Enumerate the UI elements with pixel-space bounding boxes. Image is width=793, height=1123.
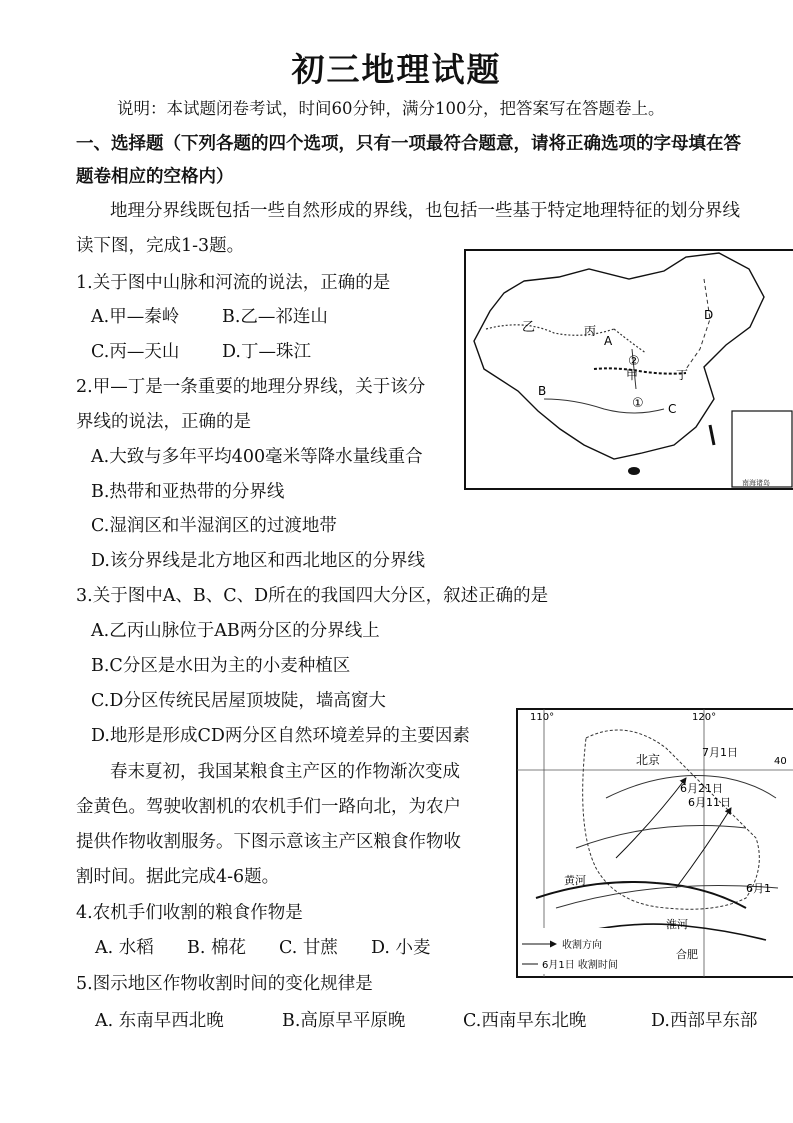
- map-label-bing: 丙: [584, 324, 597, 338]
- map-label-2: ②: [628, 354, 640, 369]
- legend-time-label: 6月1日 收割时间: [542, 960, 618, 971]
- intro1-line2: 读下图，完成1-3题。: [76, 236, 245, 256]
- huanghe-label: 黄河: [564, 874, 586, 887]
- date-jul1-label: 7月1日: [702, 746, 738, 759]
- intro2-line3: 提供作物收割服务。下图示意该主产区粮食作物收: [76, 832, 461, 852]
- map-label-jia: 甲: [626, 368, 639, 382]
- q3-option-a: A.乙丙山脉位于AB两分区的分界线上: [91, 621, 380, 641]
- q3-option-b: B.C分区是水田为主的小麦种植区: [91, 656, 351, 676]
- q3-option-d: D.地形是形成CD两分区自然环境差异的主要因素: [91, 726, 470, 746]
- q4-option-b: B. 棉花: [187, 938, 246, 958]
- map-label-d: D: [704, 308, 714, 322]
- q2-stem-line1: 2.甲—丁是一条重要的地理分界线，关于该分: [76, 377, 426, 397]
- map-label-yi: 乙: [522, 320, 536, 335]
- q4-option-a: A. 水稻: [95, 938, 154, 958]
- q4-option-d: D. 小麦: [371, 938, 431, 958]
- map-label-b: B: [538, 384, 547, 398]
- q1-option-c: C.丙—天山: [91, 342, 180, 362]
- q5-stem: 5.图示地区作物收割时间的变化规律是: [76, 974, 373, 994]
- q2-option-c: C.湿润区和半湿润区的过渡地带: [91, 516, 337, 536]
- china-map-figure: [464, 249, 793, 490]
- q2-option-d: D.该分界线是北方地区和西北地区的分界线: [91, 551, 425, 571]
- south-sea-inset: [732, 411, 792, 487]
- inset-label: 南海诸岛: [742, 479, 770, 487]
- beijing-label: 北京: [636, 753, 661, 767]
- intro2-line4: 割时间。据此完成4-6题。: [76, 867, 280, 887]
- q1-option-a: A.甲—秦岭: [91, 307, 180, 327]
- q4-stem: 4.农机手们收割的粮食作物是: [76, 903, 303, 923]
- legend-direction-label: 收割方向: [562, 940, 602, 951]
- date-jun21-label: 6月21日: [680, 782, 723, 795]
- huaihe-label: 淮河: [666, 918, 688, 931]
- lon-110-label: 110°: [530, 712, 555, 723]
- q4-option-c: C. 甘蔗: [279, 938, 338, 958]
- q5-option-b: B.高原早平原晚: [282, 1011, 406, 1031]
- section-heading-line2: 题卷相应的空格内）: [76, 167, 234, 187]
- hefei-label: 合肥: [676, 948, 698, 961]
- q5-option-d: D.西部早东部: [651, 1011, 758, 1031]
- hainan-island: [628, 467, 640, 475]
- map-label-c: C: [668, 402, 677, 416]
- intro2-line2: 金黄色。驾驶收割机的农机手们一路向北，为农户: [76, 797, 461, 817]
- q1-stem: 1.关于图中山脉和河流的说法，正确的是: [76, 273, 391, 293]
- date-jun1-label: 6月1: [746, 882, 771, 895]
- instructions: 说明：本试题闭卷考试，时间60分钟，满分100分，把答案写在答题卷上。: [117, 99, 665, 118]
- q3-stem: 3.关于图中A、B、C、D所在的我国四大分区，叙述正确的是: [76, 586, 549, 606]
- q3-option-c: C.D分区传统民居屋顶坡陡，墙高窗大: [91, 691, 386, 711]
- page-title: 初三地理试题: [291, 50, 502, 89]
- lon-120-label: 120°: [692, 712, 717, 723]
- map-label-a: A: [604, 334, 613, 348]
- section-heading-line1: 一、选择题（下列各题的四个选项，只有一项最符合题意，请将正确选项的字母填在答: [76, 134, 741, 154]
- harvest-map-figure: [516, 708, 793, 978]
- lat-40-label: 40: [774, 756, 787, 767]
- map-label-ding: 丁: [676, 368, 689, 382]
- intro1-line1: 地理分界线既包括一些自然形成的界线，也包括一些基于特定地理特征的划分界线: [110, 201, 740, 221]
- q2-option-b: B.热带和亚热带的分界线: [91, 482, 285, 502]
- q1-option-b: B.乙—祁连山: [222, 307, 328, 327]
- q2-stem-line2: 界线的说法，正确的是: [76, 412, 251, 432]
- intro2-line1: 春末夏初，我国某粮食主产区的作物渐次变成: [110, 762, 460, 782]
- q5-option-a: A. 东南早西北晚: [95, 1011, 224, 1031]
- q2-option-a: A.大致与多年平均400毫米等降水量线重合: [91, 447, 423, 467]
- date-jun11-label: 6月11日: [688, 796, 731, 809]
- map-label-1: ①: [632, 396, 644, 411]
- q1-option-d: D.丁—珠江: [222, 342, 311, 362]
- q5-option-c: C.西南早东北晚: [463, 1011, 587, 1031]
